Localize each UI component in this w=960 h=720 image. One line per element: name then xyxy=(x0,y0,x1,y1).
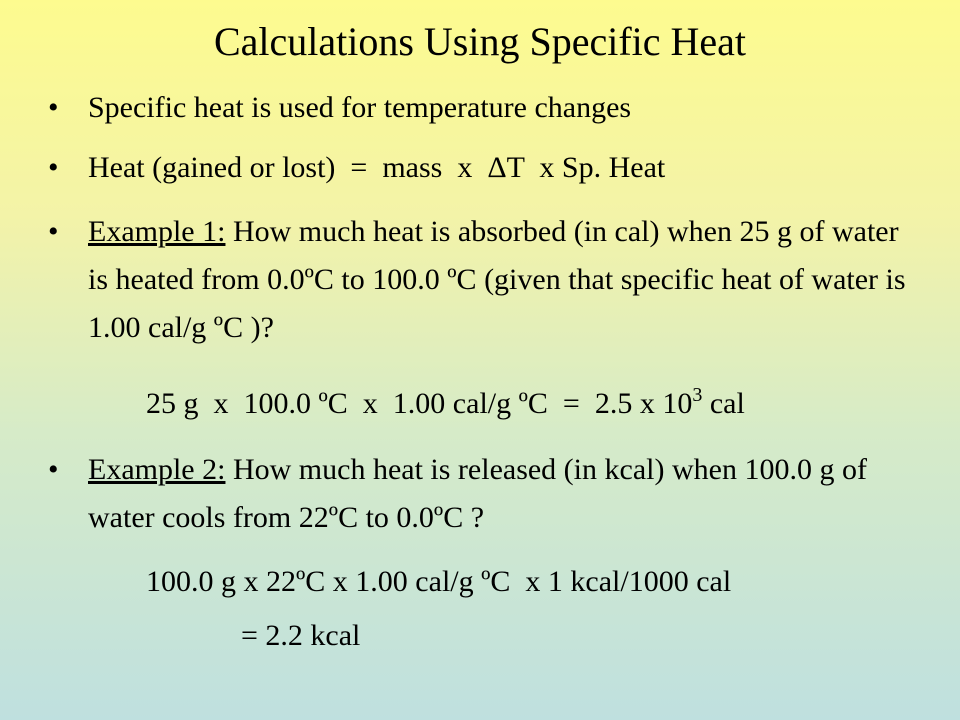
example-2-label: Example 2: xyxy=(88,453,226,486)
example-2-calculation-line-1: 100.0 g x 22ºC x 1.00 cal/g ºC x 1 kcal/1000 cal xyxy=(146,565,732,598)
bullet-specific-heat-use xyxy=(48,84,908,132)
example-1-calculation xyxy=(146,380,745,428)
bullet-example-2 xyxy=(48,446,908,542)
bullet-text: Specific heat is used for temperature changes xyxy=(88,91,632,124)
bullet-dot: • xyxy=(48,453,59,486)
bullet-dot: • xyxy=(48,151,59,184)
example-1-text xyxy=(88,208,908,352)
bullet-heat-formula xyxy=(48,144,908,192)
bullet-text: Heat (gained or lost) = mass x ΔT x Sp. Heat xyxy=(88,151,666,184)
example-1-question: How much heat is absorbed (in cal) when 25 g of water is heated from 0.0ºC to 100.0 ºC (given that specific heat of water is 1.00 cal/g ºC )? xyxy=(88,215,906,344)
bullet-dot: • xyxy=(48,215,59,248)
example-1-calc-unit: cal xyxy=(702,387,745,420)
bullet-dot: • xyxy=(48,91,59,124)
example-2-calculation-line-2: = 2.2 kcal xyxy=(241,619,361,652)
example-1-calc-exponent: 3 xyxy=(692,384,703,406)
example-2-question: How much heat is released (in kcal) when 100.0 g of water cools from 22ºC to 0.0ºC ? xyxy=(88,453,867,534)
bullet-example-1 xyxy=(48,208,908,352)
slide-title: Calculations Using Specific Heat xyxy=(213,19,747,64)
example-1-label: Example 1: xyxy=(88,215,226,248)
example-2-text xyxy=(88,446,908,542)
example-1-calc-expression: 25 g x 100.0 ºC x 1.00 cal/g ºC = 2.5 x 10 xyxy=(146,387,693,420)
